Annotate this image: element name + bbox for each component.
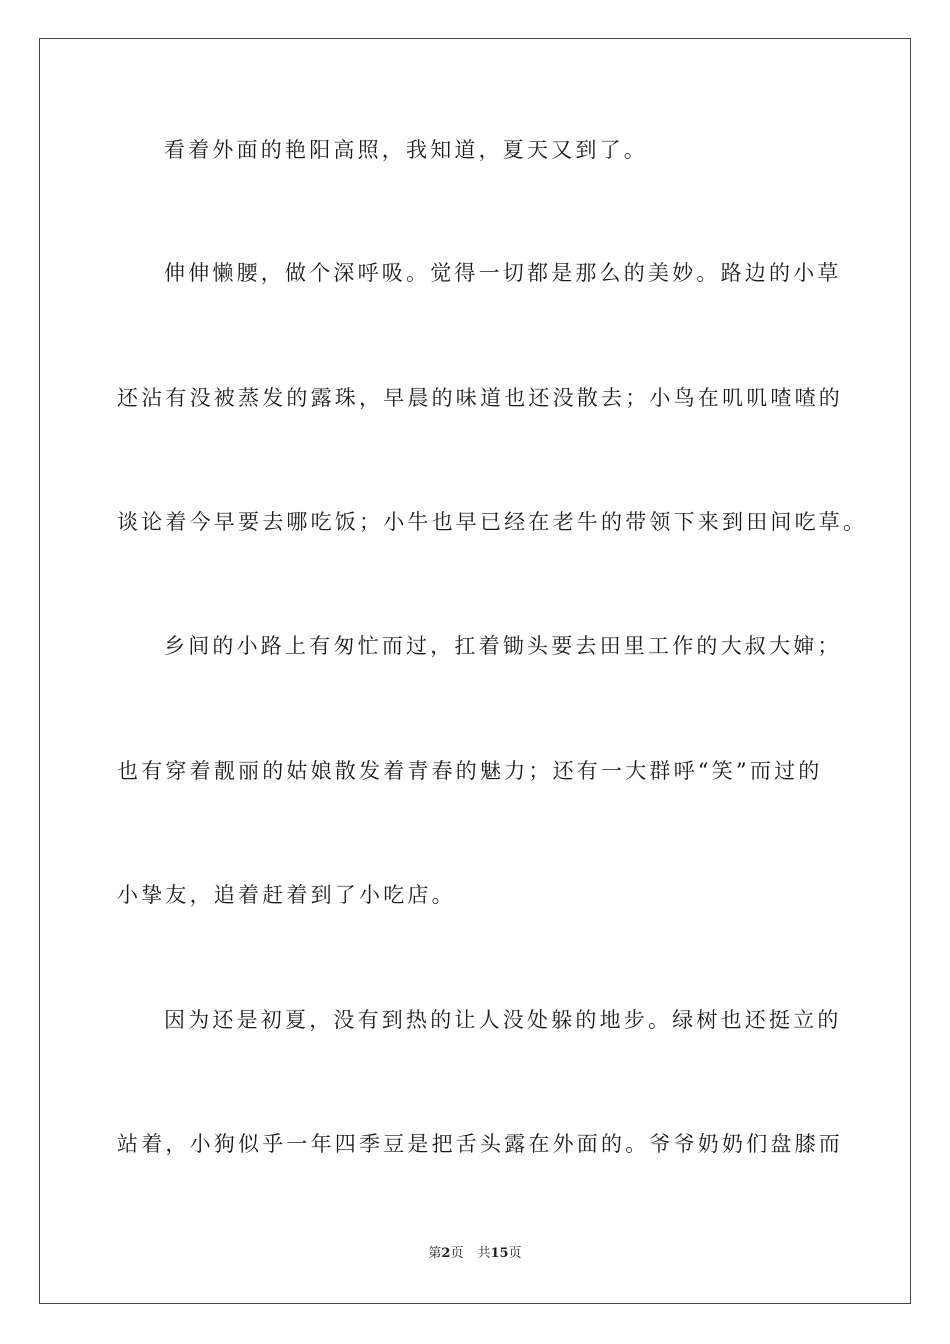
footer-page-number: 2: [441, 1246, 451, 1261]
paragraph-2-line-2: 还沾有没被蒸发的露珠，早晨的味道也还没散去；小鸟在叽叽喳喳的: [117, 386, 843, 410]
paragraph-3-line-3: 小挚友，追着赶着到了小吃店。: [117, 883, 456, 907]
paragraph-2-line-3: 谈论着今早要去哪吃饭；小牛也早已经在老牛的带领下来到田间吃草。: [117, 510, 868, 534]
footer-page-prefix: 第: [428, 1246, 442, 1261]
paragraph-4-line-1: 因为还是初夏，没有到热的让人没处躲的地步。绿树也还挺立的: [164, 1008, 842, 1032]
page-footer: [0, 1245, 950, 1263]
paragraph-1-line-1: 看着外面的艳阳高照，我知道，夏天又到了。: [164, 138, 648, 162]
paragraph-3-line-1: 乡间的小路上有匆忙而过，扛着锄头要去田里工作的大叔大婶；: [164, 634, 842, 658]
footer-total-prefix: 共: [477, 1246, 491, 1261]
footer-total-pages: 15: [490, 1246, 509, 1261]
paragraph-4-line-2: 站着，小狗似乎一年四季豆是把舌头露在外面的。爷爷奶奶们盘膝而: [117, 1132, 843, 1156]
paragraph-2-line-1: 伸伸懒腰，做个深呼吸。觉得一切都是那么的美妙。路边的小草: [164, 261, 842, 285]
page-border: [39, 38, 911, 1304]
paragraph-3-line-2: 也有穿着靓丽的姑娘散发着青春的魅力；还有一大群呼“笑”而过的: [117, 759, 823, 783]
footer-page-suffix: 页: [450, 1246, 464, 1261]
footer-total-suffix: 页: [508, 1246, 522, 1261]
